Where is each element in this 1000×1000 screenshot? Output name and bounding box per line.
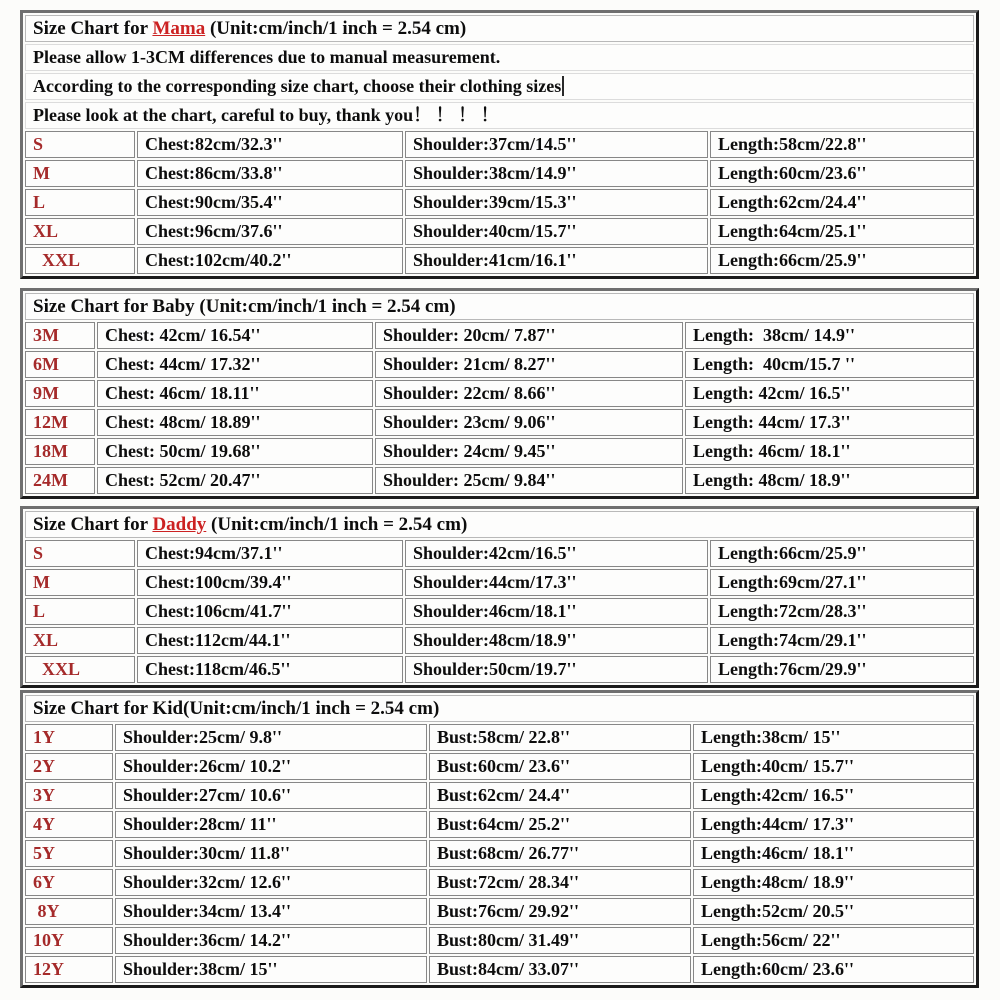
measurement-value: Shoulder: 24cm/ 9.45'' xyxy=(375,438,683,465)
baby-row-3M xyxy=(25,322,974,349)
size-label: 12M xyxy=(25,409,95,436)
size-label: 12Y xyxy=(25,956,113,983)
measurement-value: Shoulder: 25cm/ 9.84'' xyxy=(375,467,683,494)
title-text: Size Chart for Kid(Unit:cm/inch/1 inch = 2.54 cm) xyxy=(33,698,440,719)
measurement-value: Bust:58cm/ 22.8'' xyxy=(429,724,691,751)
measurement-value: Chest: 46cm/ 18.11'' xyxy=(97,380,373,407)
measurement-value: Bust:72cm/ 28.34'' xyxy=(429,869,691,896)
mama-row-L xyxy=(25,189,974,216)
measurement-value: Length:69cm/27.1'' xyxy=(710,569,974,596)
measurement-value: Shoulder:42cm/16.5'' xyxy=(405,540,708,567)
size-label: L xyxy=(25,189,135,216)
measurement-value: Bust:80cm/ 31.49'' xyxy=(429,927,691,954)
title-text: Size Chart for Baby (Unit:cm/inch/1 inch = 2.54 cm) xyxy=(33,296,456,317)
baby-row-6M xyxy=(25,351,974,378)
size-label: S xyxy=(25,540,135,567)
measurement-value: Shoulder:38cm/ 15'' xyxy=(115,956,427,983)
mama-section-title xyxy=(25,15,974,42)
measurement-value: Length:46cm/ 18.1'' xyxy=(693,840,974,867)
measurement-value: Bust:68cm/ 26.77'' xyxy=(429,840,691,867)
measurement-value: Length:64cm/25.1'' xyxy=(710,218,974,245)
measurement-value: Chest:94cm/37.1'' xyxy=(137,540,403,567)
measurement-value: Shoulder:32cm/ 12.6'' xyxy=(115,869,427,896)
measurement-value: Chest:90cm/35.4'' xyxy=(137,189,403,216)
daddy-link[interactable]: Daddy xyxy=(152,514,207,535)
mama-note-3: Please look at the chart, careful to buy, thank you！ ！ ！ ！ xyxy=(25,102,974,129)
mama-row-S xyxy=(25,131,974,158)
measurement-value: Bust:64cm/ 25.2'' xyxy=(429,811,691,838)
measurement-value: Shoulder:27cm/ 10.6'' xyxy=(115,782,427,809)
measurement-value: Bust:60cm/ 23.6'' xyxy=(429,753,691,780)
size-label: 2Y xyxy=(25,753,113,780)
size-label: S xyxy=(25,131,135,158)
mama-row-M xyxy=(25,160,974,187)
size-label: 1Y xyxy=(25,724,113,751)
kid-row-1Y xyxy=(25,724,974,751)
mama-row-XXL xyxy=(25,247,974,274)
measurement-value: Bust:76cm/ 29.92'' xyxy=(429,898,691,925)
kid-section-title xyxy=(25,695,974,722)
measurement-value: Shoulder:34cm/ 13.4'' xyxy=(115,898,427,925)
measurement-value: Length: 40cm/15.7 '' xyxy=(685,351,974,378)
daddy-section-title xyxy=(25,511,974,538)
daddy-row-S xyxy=(25,540,974,567)
measurement-value: Chest:86cm/33.8'' xyxy=(137,160,403,187)
measurement-value: Shoulder:25cm/ 9.8'' xyxy=(115,724,427,751)
daddy-size-table xyxy=(20,506,979,688)
baby-size-table xyxy=(20,288,979,499)
measurement-value: Shoulder:40cm/15.7'' xyxy=(405,218,708,245)
baby-row-12M xyxy=(25,409,974,436)
measurement-value: Chest:82cm/32.3'' xyxy=(137,131,403,158)
measurement-value: Length: 48cm/ 18.9'' xyxy=(685,467,974,494)
baby-row-24M xyxy=(25,467,974,494)
kid-row-12Y xyxy=(25,956,974,983)
mama-link[interactable]: Mama xyxy=(152,18,206,39)
title-text: Size Chart for xyxy=(33,18,153,39)
size-label: 3Y xyxy=(25,782,113,809)
title-text: (Unit:cm/inch/1 inch = 2.54 cm) xyxy=(205,18,467,39)
measurement-value: Shoulder:28cm/ 11'' xyxy=(115,811,427,838)
measurement-value: Shoulder:44cm/17.3'' xyxy=(405,569,708,596)
measurement-value: Length:72cm/28.3'' xyxy=(710,598,974,625)
measurement-value: Shoulder:26cm/ 10.2'' xyxy=(115,753,427,780)
measurement-value: Shoulder:37cm/14.5'' xyxy=(405,131,708,158)
mama-note-2: According to the corresponding size chart, choose their clothing sizes xyxy=(25,73,974,100)
measurement-value: Shoulder:48cm/18.9'' xyxy=(405,627,708,654)
size-label: 5Y xyxy=(25,840,113,867)
daddy-row-M xyxy=(25,569,974,596)
size-label: L xyxy=(25,598,135,625)
kid-row-6Y xyxy=(25,869,974,896)
measurement-value: Chest: 48cm/ 18.89'' xyxy=(97,409,373,436)
measurement-value: Shoulder:46cm/18.1'' xyxy=(405,598,708,625)
measurement-value: Chest:100cm/39.4'' xyxy=(137,569,403,596)
measurement-value: Chest:106cm/41.7'' xyxy=(137,598,403,625)
daddy-row-L xyxy=(25,598,974,625)
measurement-value: Chest: 44cm/ 17.32'' xyxy=(97,351,373,378)
size-label: 24M xyxy=(25,467,95,494)
kid-row-3Y xyxy=(25,782,974,809)
size-label: XL xyxy=(25,627,135,654)
measurement-value: Shoulder:38cm/14.9'' xyxy=(405,160,708,187)
size-label: XXL xyxy=(25,247,135,274)
mama-size-table xyxy=(20,10,979,279)
baby-section-title xyxy=(25,293,974,320)
size-label: 6Y xyxy=(25,869,113,896)
measurement-value: Shoulder: 20cm/ 7.87'' xyxy=(375,322,683,349)
size-label: XL xyxy=(25,218,135,245)
measurement-value: Length:66cm/25.9'' xyxy=(710,247,974,274)
measurement-value: Chest:96cm/37.6'' xyxy=(137,218,403,245)
kid-size-table xyxy=(20,690,979,988)
measurement-value: Length: 44cm/ 17.3'' xyxy=(685,409,974,436)
measurement-value: Length: 46cm/ 18.1'' xyxy=(685,438,974,465)
measurement-value: Length:52cm/ 20.5'' xyxy=(693,898,974,925)
size-label: M xyxy=(25,569,135,596)
measurement-value: Length:60cm/ 23.6'' xyxy=(693,956,974,983)
measurement-value: Length:44cm/ 17.3'' xyxy=(693,811,974,838)
size-label: M xyxy=(25,160,135,187)
measurement-value: Bust:84cm/ 33.07'' xyxy=(429,956,691,983)
size-label: 10Y xyxy=(25,927,113,954)
measurement-value: Chest: 50cm/ 19.68'' xyxy=(97,438,373,465)
measurement-value: Shoulder:41cm/16.1'' xyxy=(405,247,708,274)
measurement-value: Bust:62cm/ 24.4'' xyxy=(429,782,691,809)
measurement-value: Length:60cm/23.6'' xyxy=(710,160,974,187)
size-label: XXL xyxy=(25,656,135,683)
measurement-value: Length:48cm/ 18.9'' xyxy=(693,869,974,896)
baby-row-18M xyxy=(25,438,974,465)
kid-row-10Y xyxy=(25,927,974,954)
title-text: (Unit:cm/inch/1 inch = 2.54 cm) xyxy=(206,514,468,535)
size-label: 4Y xyxy=(25,811,113,838)
measurement-value: Shoulder:39cm/15.3'' xyxy=(405,189,708,216)
baby-row-9M xyxy=(25,380,974,407)
size-label: 9M xyxy=(25,380,95,407)
mama-row-XL xyxy=(25,218,974,245)
measurement-value: Length:76cm/29.9'' xyxy=(710,656,974,683)
measurement-value: Length:62cm/24.4'' xyxy=(710,189,974,216)
measurement-value: Shoulder: 21cm/ 8.27'' xyxy=(375,351,683,378)
measurement-value: Shoulder:36cm/ 14.2'' xyxy=(115,927,427,954)
mama-note-1: Please allow 1-3CM differences due to manual measurement. xyxy=(25,44,974,71)
measurement-value: Chest:112cm/44.1'' xyxy=(137,627,403,654)
measurement-value: Length:56cm/ 22'' xyxy=(693,927,974,954)
measurement-value: Shoulder:30cm/ 11.8'' xyxy=(115,840,427,867)
measurement-value: Length:40cm/ 15.7'' xyxy=(693,753,974,780)
measurement-value: Chest: 42cm/ 16.54'' xyxy=(97,322,373,349)
measurement-value: Length:58cm/22.8'' xyxy=(710,131,974,158)
size-label: 3M xyxy=(25,322,95,349)
kid-row-5Y xyxy=(25,840,974,867)
measurement-value: Length:66cm/25.9'' xyxy=(710,540,974,567)
title-text: Size Chart for xyxy=(33,514,153,535)
measurement-value: Length:42cm/ 16.5'' xyxy=(693,782,974,809)
measurement-value: Length: 42cm/ 16.5'' xyxy=(685,380,974,407)
kid-row-8Y xyxy=(25,898,974,925)
text-cursor xyxy=(562,76,564,96)
size-label: 6M xyxy=(25,351,95,378)
size-label: 18M xyxy=(25,438,95,465)
measurement-value: Chest:118cm/46.5'' xyxy=(137,656,403,683)
measurement-value: Shoulder: 22cm/ 8.66'' xyxy=(375,380,683,407)
kid-row-2Y xyxy=(25,753,974,780)
measurement-value: Shoulder: 23cm/ 9.06'' xyxy=(375,409,683,436)
measurement-value: Chest:102cm/40.2'' xyxy=(137,247,403,274)
kid-row-4Y xyxy=(25,811,974,838)
measurement-value: Chest: 52cm/ 20.47'' xyxy=(97,467,373,494)
measurement-value: Length:38cm/ 15'' xyxy=(693,724,974,751)
size-label: 8Y xyxy=(25,898,113,925)
daddy-row-XL xyxy=(25,627,974,654)
measurement-value: Length:74cm/29.1'' xyxy=(710,627,974,654)
daddy-row-XXL xyxy=(25,656,974,683)
measurement-value: Shoulder:50cm/19.7'' xyxy=(405,656,708,683)
measurement-value: Length: 38cm/ 14.9'' xyxy=(685,322,974,349)
